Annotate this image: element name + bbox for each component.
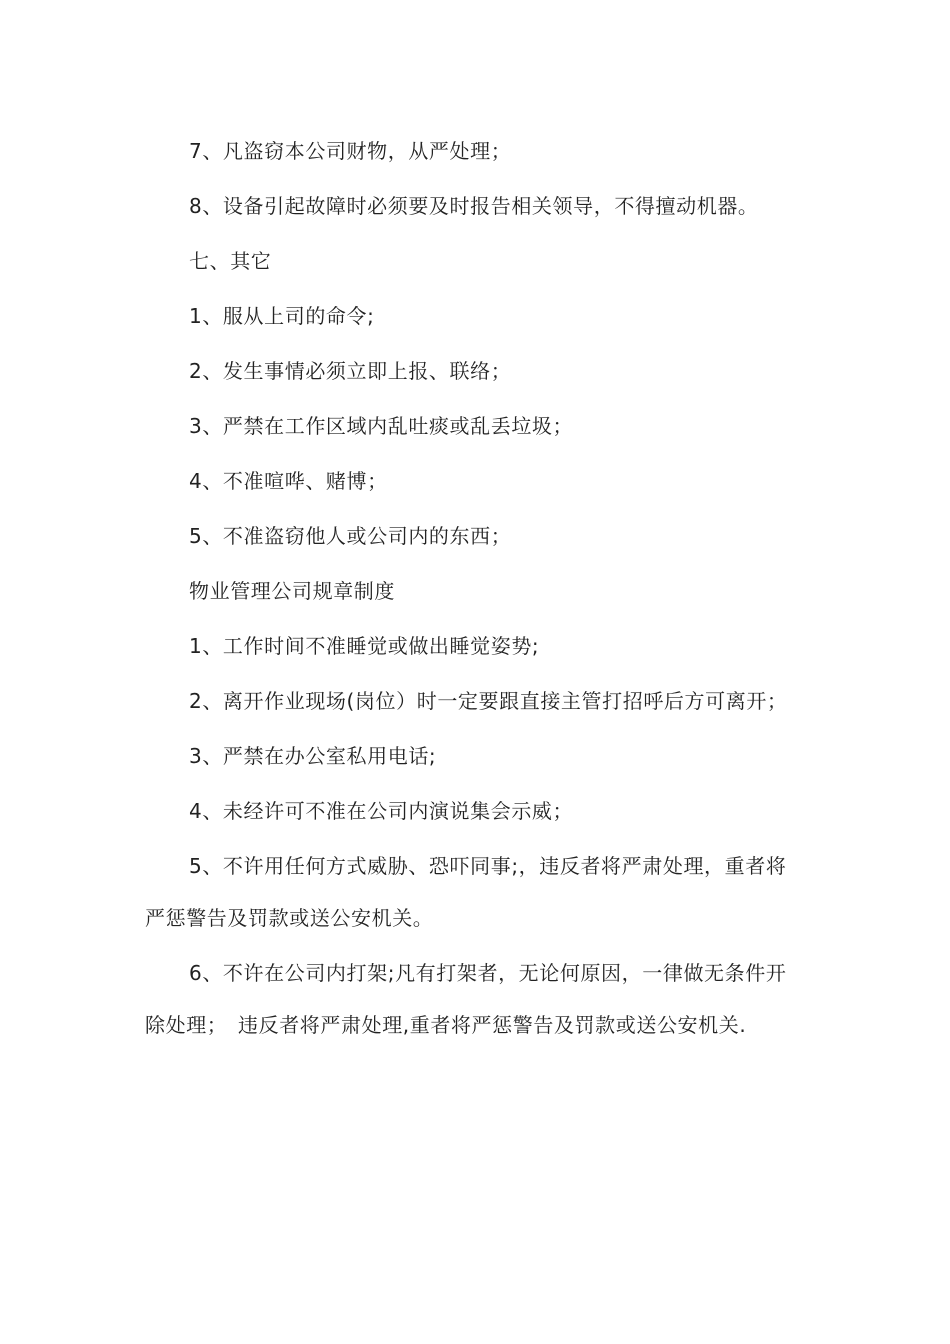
paragraph: 4、不准喧哗、赌博； [189, 469, 388, 493]
paragraph: 2、发生事情必须立即上报、联络； [189, 359, 512, 383]
paragraph: 1、工作时间不准睡觉或做出睡觉姿势; [189, 634, 540, 658]
paragraph: 5、不许用任何方式威胁、恐吓同事;，违反者将严肃处理，重者将严惩警告及罚款或送公安机关。 [145, 854, 787, 930]
paragraph: 7、凡盗窃本公司财物，从严处理； [189, 139, 512, 163]
paragraph: 6、不许在公司内打架;凡有打架者，无论何原因，一律做无条件开除处理； 违反者将严肃处理,重者将严惩警告及罚款或送公安机关. [145, 961, 787, 1037]
paragraph: 2、离开作业现场(岗位）时一定要跟直接主管打招呼后方可离开； [189, 689, 788, 713]
paragraph: 3、严禁在办公室私用电话; [189, 744, 437, 768]
section-title: 物业管理公司规章制度 [189, 579, 395, 603]
paragraph: 8、设备引起故障时必须要及时报告相关领导，不得擅动机器。 [189, 194, 759, 218]
document-body [145, 125, 795, 1054]
paragraph: 1、服从上司的命令; [189, 304, 375, 328]
paragraph: 5、不准盗窃他人或公司内的东西； [189, 524, 512, 548]
paragraph: 4、未经许可不准在公司内演说集会示威； [189, 799, 574, 823]
paragraph: 3、严禁在工作区域内乱吐痰或乱丢垃圾； [189, 414, 574, 438]
section-heading: 七、其它 [189, 249, 272, 273]
